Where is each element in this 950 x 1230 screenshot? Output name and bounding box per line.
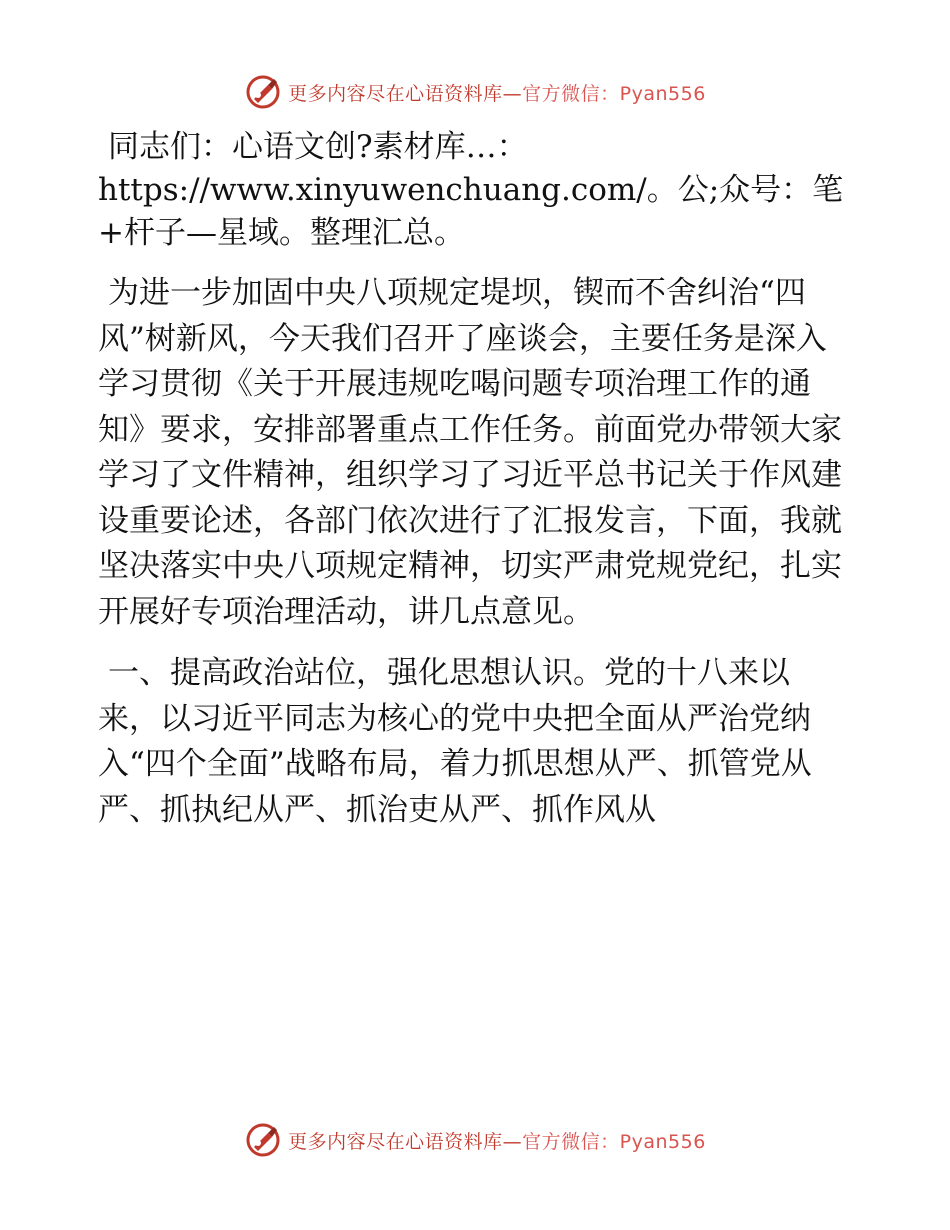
paragraph-section-one: 一、提高政治站位，强化思想认识。党的十八来以来，以习近平同志为核心的党中央把全面从严治党纳入“四个全面”战略布局，着力抓思想从严、抓管党从严、抓执纪从严、抓治吏从严、抓作风从 [98, 655, 812, 828]
header-banner-text [288, 79, 706, 106]
footer-banner-separator: — [502, 1130, 523, 1153]
footer-banner-text [288, 1127, 706, 1154]
paragraph-opening: 为进一步加固中央八项规定堤坝，锲而不舍纠治“四风”树新风，今天我们召开了座谈会，主要任务是深入学习贯彻《关于开展违规吃喝问题专项治理工作的通知》要求，安排部署重点工作任务。前面党办带领大家学习了文件精神，组织学习了习近平总书记关于作风建设重要论述，各部门依次进行了汇报发言，下面，我就坚决落实中央八项规定精神，切实严肃党规党纪，扎实开展好专项治理活动，讲几点意见。 [98, 275, 842, 630]
pen-logo-icon [244, 73, 282, 111]
document-body [98, 126, 850, 849]
paragraph-intro: 同志们：心语文创?素材库…：https://www.xinyuwenchuang.com/。公;众号：笔+杆子—星域。整理汇总。 [98, 129, 844, 251]
header-banner [0, 70, 950, 114]
footer-banner [0, 1118, 950, 1162]
header-banner-separator: — [502, 82, 523, 105]
footer-banner-main: 更多内容尽在心语资料库 [288, 1130, 503, 1153]
pen-logo-icon [244, 1121, 282, 1159]
footer-banner-contact: 官方微信：Pyan556 [522, 1130, 706, 1153]
header-banner-contact: 官方微信：Pyan556 [522, 82, 706, 105]
header-banner-main: 更多内容尽在心语资料库 [288, 82, 503, 105]
